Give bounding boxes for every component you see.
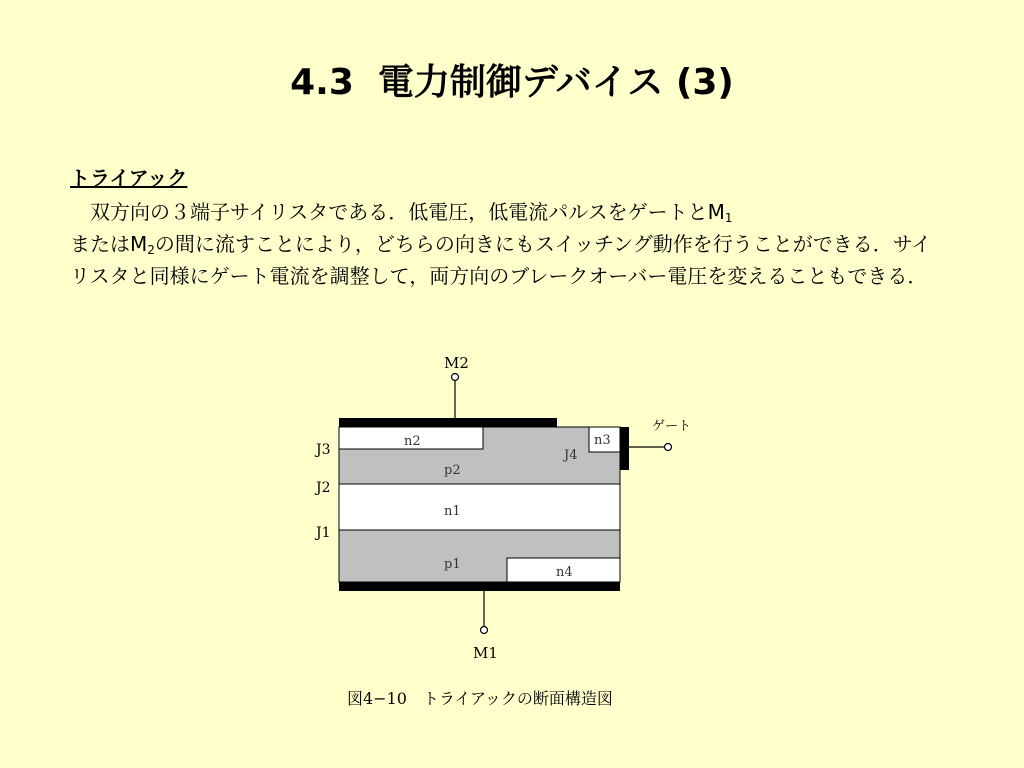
p2-label: p2 [444,463,461,478]
gate-terminal [665,444,672,451]
n3-label: n3 [594,433,611,448]
section-heading: トライアック [70,166,188,190]
subscript-1: 1 [724,211,733,225]
bottom-electrode [339,582,620,591]
subscript-2: 2 [147,243,155,257]
m2-label: M2 [444,354,469,372]
n4-label: n4 [556,565,573,580]
j3-label: J3 [316,442,331,458]
figure-caption: 図4−10 トライアックの断面構造図 [347,689,613,708]
top-electrode [339,418,557,427]
n2-label: n2 [404,434,421,449]
m1-label: M1 [473,644,498,662]
paragraph-part-1: 双方向の３端子サイリスタである．低電圧，低電流パルスをゲートとM [70,200,725,224]
j2-label: J2 [316,480,331,496]
n1-region [339,484,620,530]
n1-label: n1 [444,504,461,519]
m2-terminal [452,374,459,381]
gate-label: ゲート [652,419,692,434]
gate-electrode [620,427,629,470]
paragraph-part-2: またはM [70,232,148,256]
j4-label: J4 [564,448,578,463]
paragraph-part-3: の間に流すことにより，どちらの向きにもスイッチング動作を行うことができる．サイリスタと同様にゲート電流を調整して，両方向のブレークオーバー電圧を変えることもできる． [70,232,932,288]
title-text: 電力制御デバイス (3) [377,62,734,103]
p1-label: p1 [444,557,461,572]
m1-terminal [481,627,488,634]
j1-label: J1 [316,525,331,541]
title-number: 4.3 [290,62,354,103]
